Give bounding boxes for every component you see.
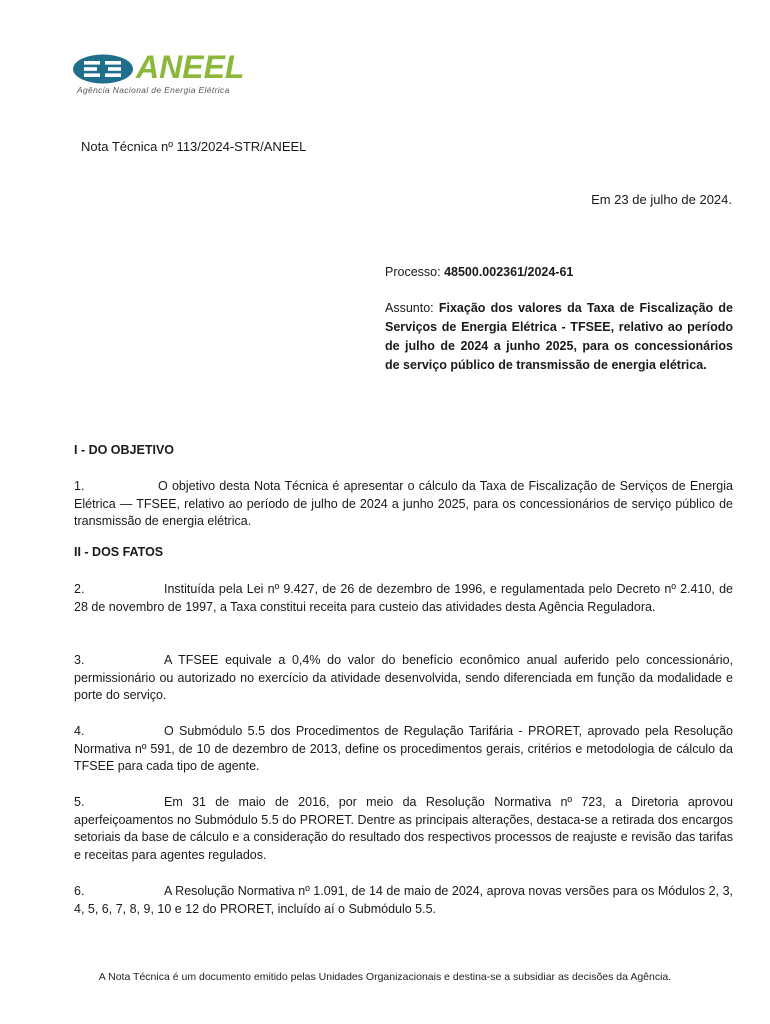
paragraph-text: O Submódulo 5.5 dos Procedimentos de Regulação Tarifária - PRORET, aprovado pela Resolução Normativa nº 591, de 10 de dezembro de 2013, define os procedimentos gerais, critérios e metodologia de cálculo da TFSEE para cada tipo de agente. bbox=[74, 724, 733, 773]
paragraph-text: Instituída pela Lei nº 9.427, de 26 de dezembro de 1996, e regulamentada pelo Decreto nº 2.410, de 28 de novembro de 1997, a Taxa constitui receita para custeio das atividades desta Agência Reguladora. bbox=[74, 582, 733, 614]
section-title-objetivo: I - DO OBJETIVO bbox=[74, 443, 175, 457]
paragraph-number: 6. bbox=[74, 884, 85, 898]
paragraph-text: A Resolução Normativa nº 1.091, de 14 de maio de 2024, aprova novas versões para os Módulos 2, 3, 4, 5, 6, 7, 8, 9, 10 e 12 do PRORET, incluído aí o Submódulo 5.5. bbox=[74, 884, 733, 916]
paragraph-number: 3. bbox=[74, 653, 85, 667]
paragraph-number: 1. bbox=[74, 479, 85, 493]
assunto-label: Assunto: bbox=[385, 301, 434, 315]
paragraph bbox=[74, 652, 733, 705]
paragraph bbox=[74, 794, 733, 864]
paragraph-number: 4. bbox=[74, 724, 85, 738]
paragraph-number: 2. bbox=[74, 582, 85, 596]
assunto-value: Fixação dos valores da Taxa de Fiscalização de Serviços de Energia Elétrica - TFSEE, relativo ao período de julho de 2024 a junho 2025, para os concessionários de serviço público de transmissão de energia elétrica. bbox=[385, 301, 733, 372]
aneel-logo-mark-icon bbox=[72, 54, 134, 84]
processo-label: Processo: bbox=[385, 265, 441, 279]
paragraph bbox=[74, 883, 733, 918]
processo-value: 48500.002361/2024-61 bbox=[444, 265, 574, 279]
logo-brand-text: ANEEL bbox=[136, 49, 245, 85]
paragraph bbox=[74, 723, 733, 776]
assunto-block bbox=[385, 299, 733, 375]
logo-subtitle: Agência Nacional de Energia Elétrica bbox=[77, 85, 230, 95]
document-date: Em 23 de julho de 2024. bbox=[591, 192, 732, 207]
section-title-fatos: II - DOS FATOS bbox=[74, 545, 164, 559]
paragraph-number: 5. bbox=[74, 795, 85, 809]
aneel-logo bbox=[72, 50, 262, 98]
processo-line bbox=[385, 263, 733, 282]
paragraph bbox=[74, 581, 733, 616]
paragraph-text: A TFSEE equivale a 0,4% do valor do benefício econômico anual auferido pelo concessionário, permissionário ou autorizado no exercício da atividade desenvolvida, sendo diferenciada em função da modalidade e porte do serviço. bbox=[74, 653, 733, 702]
paragraph-text: O objetivo desta Nota Técnica é apresentar o cálculo da Taxa de Fiscalização de Serviços de Energia Elétrica — TFSEE, relativo ao período de julho de 2024 a junho 2025, para os concessionários de serviço público de transmissão de energia elétrica. bbox=[74, 479, 733, 528]
paragraph bbox=[74, 478, 733, 531]
document-number: Nota Técnica nº 113/2024-STR/ANEEL bbox=[81, 139, 307, 154]
page-footer: A Nota Técnica é um documento emitido pelas Unidades Organizacionais e destina-se a subsidiar as decisões da Agência. bbox=[98, 971, 672, 983]
paragraph-text: Em 31 de maio de 2016, por meio da Resolução Normativa nº 723, a Diretoria aprovou aperfeiçoamentos no Submódulo 5.5 do PRORET. Dentre as principais alterações, destaca-se a retirada dos encargos setoriais da base de cálculo e a consideração do resultado dos respectivos processos de reajuste e revisão das tarifas e receitas para agentes regulados. bbox=[74, 795, 733, 862]
